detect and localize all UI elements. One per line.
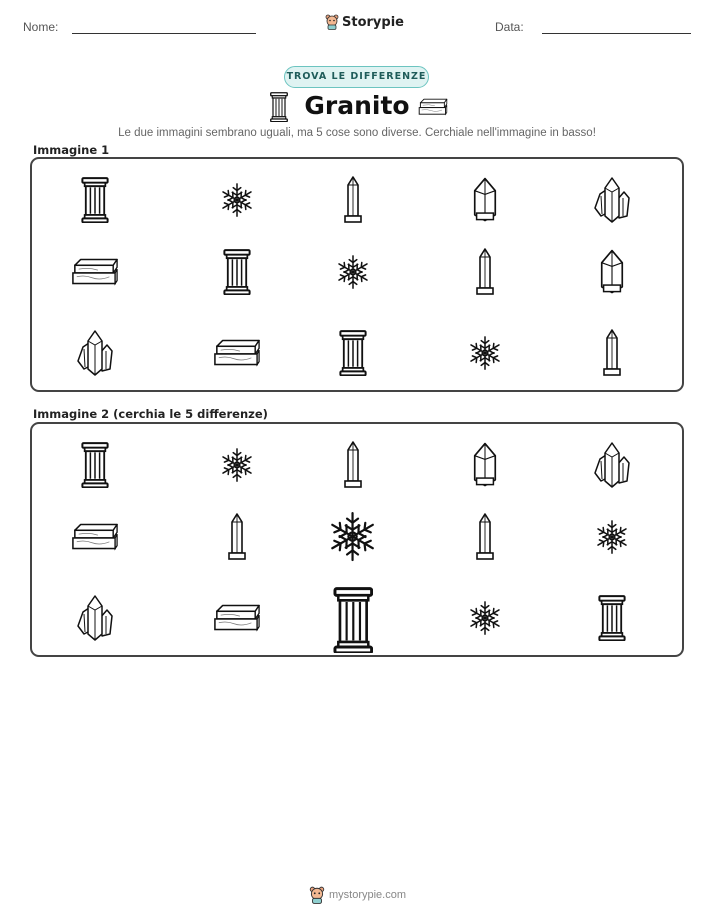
crystal-cluster-icon [75, 594, 115, 642]
grid-cell[interactable] [593, 518, 631, 556]
date-label: Data: [495, 20, 524, 34]
sarcophagus-icon [71, 257, 119, 287]
grid-cell[interactable] [218, 446, 256, 484]
grid-cell[interactable] [339, 330, 367, 376]
sarcophagus-icon [213, 603, 261, 633]
column-icon [339, 330, 367, 376]
grid-cell[interactable] [600, 329, 624, 377]
obelisk-icon [341, 441, 365, 489]
grid-cell[interactable] [598, 595, 626, 641]
crystal-cluster-icon [75, 329, 115, 377]
snowflake-icon [334, 253, 372, 291]
grid-cell[interactable] [592, 441, 632, 489]
snowflake-icon [466, 599, 504, 637]
grid-cell[interactable] [471, 177, 499, 223]
footer [309, 886, 406, 904]
instructions: Le due immagini sembrano uguali, ma 5 cose sono diverse. Cerchiale nell'immagine in basso! [118, 127, 596, 139]
activity-badge: TROVA LE DIFFERENZE [284, 66, 429, 88]
grid-cell[interactable] [75, 329, 115, 377]
grid-cell[interactable] [213, 603, 261, 633]
grid-cell[interactable] [213, 338, 261, 368]
snowflake-icon [325, 509, 380, 564]
grid-cell[interactable] [598, 249, 626, 295]
bear-mascot-icon [309, 886, 325, 904]
grid-cell[interactable] [325, 509, 380, 564]
grid-cell[interactable] [473, 513, 497, 561]
obelisk-icon [600, 329, 624, 377]
image-1-label: Immagine 1 [33, 143, 110, 157]
date-field[interactable] [542, 33, 691, 34]
crystal-prism-icon [598, 249, 626, 295]
brand-logo [325, 14, 404, 30]
grid-cell[interactable] [225, 513, 249, 561]
grid-cell[interactable] [218, 181, 256, 219]
brand-name: Storypie [342, 14, 404, 30]
bear-mascot-icon [325, 14, 339, 30]
name-label: Nome: [23, 20, 59, 34]
grid-cell[interactable] [471, 442, 499, 488]
image-2-panel [30, 422, 684, 657]
grid-cell[interactable] [81, 442, 109, 488]
grid-cell[interactable] [466, 334, 504, 372]
grid-cell[interactable] [466, 599, 504, 637]
sarcophagus-icon [71, 522, 119, 552]
grid-cell[interactable] [341, 176, 365, 224]
obelisk-icon [473, 248, 497, 296]
snowflake-icon [466, 334, 504, 372]
snowflake-icon [218, 181, 256, 219]
grid-cell[interactable] [71, 522, 119, 552]
title-sarcophagus-icon [418, 96, 448, 123]
image-2-label: Immagine 2 (cerchia le 5 differenze) [33, 407, 268, 421]
snowflake-icon [218, 446, 256, 484]
grid-cell[interactable] [592, 176, 632, 224]
footer-url: mystorypie.com [329, 889, 407, 901]
grid-cell[interactable] [75, 594, 115, 642]
title-column-icon [269, 92, 289, 127]
grid-cell[interactable] [333, 587, 374, 654]
column-icon [81, 177, 109, 223]
column-icon [223, 249, 251, 295]
column-icon [598, 595, 626, 641]
name-field[interactable] [72, 33, 256, 34]
crystal-prism-icon [471, 177, 499, 223]
grid-cell[interactable] [334, 253, 372, 291]
grid-cell[interactable] [81, 177, 109, 223]
obelisk-icon [225, 513, 249, 561]
crystal-cluster-icon [592, 441, 632, 489]
grid-cell[interactable] [473, 248, 497, 296]
grid-cell[interactable] [223, 249, 251, 295]
obelisk-icon [341, 176, 365, 224]
grid-cell[interactable] [341, 441, 365, 489]
grid-cell[interactable] [71, 257, 119, 287]
snowflake-icon [593, 518, 631, 556]
column-icon [333, 587, 374, 654]
image-1-panel [30, 157, 684, 392]
column-icon [81, 442, 109, 488]
crystal-cluster-icon [592, 176, 632, 224]
sarcophagus-icon [213, 338, 261, 368]
page-title: Granito [304, 91, 410, 120]
crystal-prism-icon [471, 442, 499, 488]
obelisk-icon [473, 513, 497, 561]
